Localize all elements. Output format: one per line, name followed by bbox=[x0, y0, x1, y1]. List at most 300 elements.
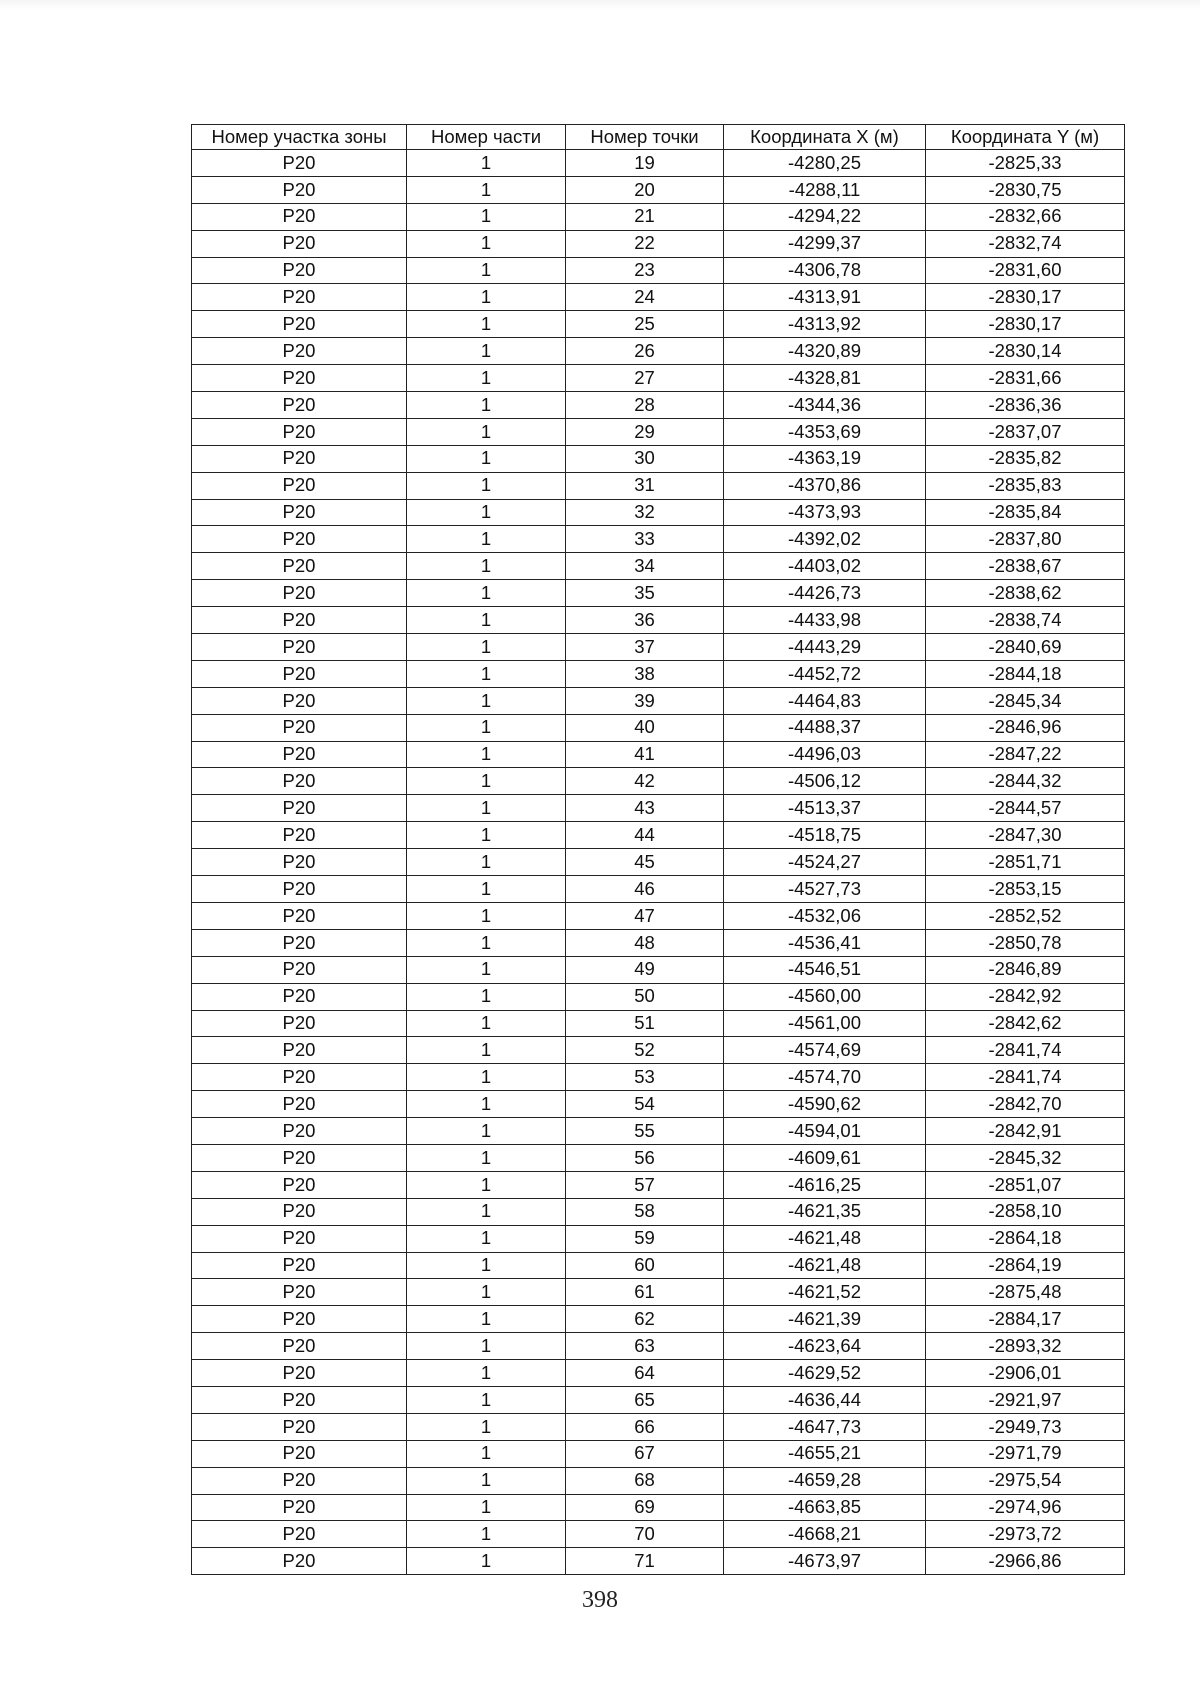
cell-part-number: 1 bbox=[407, 1252, 566, 1279]
cell-zone-section: Р20 bbox=[192, 1548, 407, 1575]
cell-point-number: 43 bbox=[566, 795, 724, 822]
cell-point-number: 38 bbox=[566, 660, 724, 687]
cell-zone-section: Р20 bbox=[192, 795, 407, 822]
cell-coordinate-x: -4392,02 bbox=[724, 526, 926, 553]
cell-zone-section: Р20 bbox=[192, 257, 407, 284]
header-point-number: Номер точки bbox=[566, 125, 724, 150]
cell-coordinate-y: -2847,22 bbox=[926, 741, 1125, 768]
cell-zone-section: Р20 bbox=[192, 338, 407, 365]
table-row bbox=[192, 1440, 1125, 1467]
cell-coordinate-x: -4636,44 bbox=[724, 1386, 926, 1413]
cell-coordinate-y: -2841,74 bbox=[926, 1037, 1125, 1064]
cell-part-number: 1 bbox=[407, 176, 566, 203]
cell-coordinate-y: -2832,66 bbox=[926, 203, 1125, 230]
cell-coordinate-y: -2949,73 bbox=[926, 1413, 1125, 1440]
cell-part-number: 1 bbox=[407, 714, 566, 741]
cell-zone-section: Р20 bbox=[192, 580, 407, 607]
cell-part-number: 1 bbox=[407, 230, 566, 257]
cell-point-number: 24 bbox=[566, 284, 724, 311]
cell-coordinate-x: -4433,98 bbox=[724, 607, 926, 634]
cell-zone-section: Р20 bbox=[192, 176, 407, 203]
cell-coordinate-x: -4320,89 bbox=[724, 338, 926, 365]
cell-coordinate-y: -2840,69 bbox=[926, 634, 1125, 661]
cell-coordinate-x: -4623,64 bbox=[724, 1333, 926, 1360]
cell-coordinate-x: -4590,62 bbox=[724, 1091, 926, 1118]
cell-point-number: 40 bbox=[566, 714, 724, 741]
cell-coordinate-y: -2875,48 bbox=[926, 1279, 1125, 1306]
table-row bbox=[192, 257, 1125, 284]
cell-part-number: 1 bbox=[407, 526, 566, 553]
cell-point-number: 65 bbox=[566, 1386, 724, 1413]
cell-zone-section: Р20 bbox=[192, 392, 407, 419]
table-row bbox=[192, 795, 1125, 822]
cell-coordinate-y: -2842,70 bbox=[926, 1091, 1125, 1118]
header-part-number: Номер части bbox=[407, 125, 566, 150]
table-row bbox=[192, 1198, 1125, 1225]
cell-coordinate-y: -2966,86 bbox=[926, 1548, 1125, 1575]
cell-point-number: 23 bbox=[566, 257, 724, 284]
cell-zone-section: Р20 bbox=[192, 634, 407, 661]
cell-point-number: 61 bbox=[566, 1279, 724, 1306]
coordinates-table bbox=[191, 124, 1125, 1575]
cell-coordinate-y: -2973,72 bbox=[926, 1521, 1125, 1548]
cell-part-number: 1 bbox=[407, 1171, 566, 1198]
cell-zone-section: Р20 bbox=[192, 768, 407, 795]
table-row bbox=[192, 1171, 1125, 1198]
cell-coordinate-y: -2971,79 bbox=[926, 1440, 1125, 1467]
cell-zone-section: Р20 bbox=[192, 365, 407, 392]
cell-point-number: 44 bbox=[566, 822, 724, 849]
cell-coordinate-y: -2845,34 bbox=[926, 687, 1125, 714]
cell-coordinate-y: -2832,74 bbox=[926, 230, 1125, 257]
cell-zone-section: Р20 bbox=[192, 1386, 407, 1413]
table-row bbox=[192, 445, 1125, 472]
cell-zone-section: Р20 bbox=[192, 150, 407, 177]
table-row bbox=[192, 150, 1125, 177]
cell-part-number: 1 bbox=[407, 1494, 566, 1521]
cell-coordinate-y: -2830,14 bbox=[926, 338, 1125, 365]
table-row bbox=[192, 1333, 1125, 1360]
table-row bbox=[192, 1225, 1125, 1252]
cell-coordinate-y: -2850,78 bbox=[926, 929, 1125, 956]
cell-coordinate-x: -4353,69 bbox=[724, 418, 926, 445]
cell-coordinate-y: -2851,71 bbox=[926, 849, 1125, 876]
cell-coordinate-y: -2825,33 bbox=[926, 150, 1125, 177]
cell-point-number: 32 bbox=[566, 499, 724, 526]
cell-coordinate-y: -2844,32 bbox=[926, 768, 1125, 795]
cell-coordinate-y: -2844,18 bbox=[926, 660, 1125, 687]
cell-zone-section: Р20 bbox=[192, 1252, 407, 1279]
cell-coordinate-x: -4464,83 bbox=[724, 687, 926, 714]
table-row bbox=[192, 849, 1125, 876]
table-row bbox=[192, 230, 1125, 257]
cell-zone-section: Р20 bbox=[192, 1091, 407, 1118]
cell-part-number: 1 bbox=[407, 1467, 566, 1494]
cell-part-number: 1 bbox=[407, 1521, 566, 1548]
cell-zone-section: Р20 bbox=[192, 714, 407, 741]
cell-coordinate-x: -4299,37 bbox=[724, 230, 926, 257]
cell-coordinate-y: -2864,18 bbox=[926, 1225, 1125, 1252]
table-row bbox=[192, 472, 1125, 499]
cell-zone-section: Р20 bbox=[192, 1521, 407, 1548]
cell-coordinate-y: -2835,84 bbox=[926, 499, 1125, 526]
cell-coordinate-y: -2884,17 bbox=[926, 1306, 1125, 1333]
cell-part-number: 1 bbox=[407, 580, 566, 607]
cell-coordinate-x: -4426,73 bbox=[724, 580, 926, 607]
table-row bbox=[192, 1037, 1125, 1064]
cell-coordinate-x: -4609,61 bbox=[724, 1144, 926, 1171]
cell-coordinate-x: -4574,69 bbox=[724, 1037, 926, 1064]
cell-coordinate-x: -4488,37 bbox=[724, 714, 926, 741]
cell-point-number: 58 bbox=[566, 1198, 724, 1225]
cell-point-number: 71 bbox=[566, 1548, 724, 1575]
table-row bbox=[192, 768, 1125, 795]
cell-coordinate-y: -2830,75 bbox=[926, 176, 1125, 203]
table-row bbox=[192, 607, 1125, 634]
cell-point-number: 66 bbox=[566, 1413, 724, 1440]
table-row bbox=[192, 176, 1125, 203]
cell-part-number: 1 bbox=[407, 983, 566, 1010]
table-row bbox=[192, 526, 1125, 553]
cell-coordinate-x: -4328,81 bbox=[724, 365, 926, 392]
cell-coordinate-x: -4621,52 bbox=[724, 1279, 926, 1306]
table-row bbox=[192, 929, 1125, 956]
cell-coordinate-y: -2830,17 bbox=[926, 284, 1125, 311]
cell-coordinate-y: -2921,97 bbox=[926, 1386, 1125, 1413]
cell-coordinate-x: -4496,03 bbox=[724, 741, 926, 768]
table-row bbox=[192, 741, 1125, 768]
table-row bbox=[192, 1521, 1125, 1548]
cell-part-number: 1 bbox=[407, 660, 566, 687]
cell-coordinate-x: -4560,00 bbox=[724, 983, 926, 1010]
table-row bbox=[192, 553, 1125, 580]
cell-coordinate-x: -4574,70 bbox=[724, 1064, 926, 1091]
cell-zone-section: Р20 bbox=[192, 929, 407, 956]
cell-zone-section: Р20 bbox=[192, 983, 407, 1010]
cell-point-number: 36 bbox=[566, 607, 724, 634]
cell-coordinate-y: -2842,91 bbox=[926, 1118, 1125, 1145]
table-row bbox=[192, 660, 1125, 687]
cell-zone-section: Р20 bbox=[192, 956, 407, 983]
cell-point-number: 69 bbox=[566, 1494, 724, 1521]
cell-zone-section: Р20 bbox=[192, 1333, 407, 1360]
cell-coordinate-y: -2838,62 bbox=[926, 580, 1125, 607]
table-row bbox=[192, 876, 1125, 903]
cell-zone-section: Р20 bbox=[192, 1118, 407, 1145]
cell-zone-section: Р20 bbox=[192, 472, 407, 499]
table-header bbox=[192, 125, 1125, 150]
cell-part-number: 1 bbox=[407, 1306, 566, 1333]
cell-coordinate-x: -4663,85 bbox=[724, 1494, 926, 1521]
cell-zone-section: Р20 bbox=[192, 1010, 407, 1037]
table-row bbox=[192, 687, 1125, 714]
cell-zone-section: Р20 bbox=[192, 230, 407, 257]
cell-coordinate-x: -4594,01 bbox=[724, 1118, 926, 1145]
cell-coordinate-x: -4673,97 bbox=[724, 1548, 926, 1575]
cell-zone-section: Р20 bbox=[192, 1360, 407, 1387]
cell-coordinate-x: -4532,06 bbox=[724, 902, 926, 929]
cell-coordinate-x: -4616,25 bbox=[724, 1171, 926, 1198]
cell-coordinate-x: -4655,21 bbox=[724, 1440, 926, 1467]
cell-zone-section: Р20 bbox=[192, 1413, 407, 1440]
cell-part-number: 1 bbox=[407, 418, 566, 445]
cell-zone-section: Р20 bbox=[192, 902, 407, 929]
cell-coordinate-x: -4561,00 bbox=[724, 1010, 926, 1037]
cell-point-number: 53 bbox=[566, 1064, 724, 1091]
table-row bbox=[192, 203, 1125, 230]
cell-part-number: 1 bbox=[407, 499, 566, 526]
cell-coordinate-x: -4524,27 bbox=[724, 849, 926, 876]
table-row bbox=[192, 499, 1125, 526]
table-row bbox=[192, 1467, 1125, 1494]
cell-coordinate-y: -2858,10 bbox=[926, 1198, 1125, 1225]
cell-zone-section: Р20 bbox=[192, 1467, 407, 1494]
cell-coordinate-y: -2837,80 bbox=[926, 526, 1125, 553]
cell-point-number: 55 bbox=[566, 1118, 724, 1145]
cell-zone-section: Р20 bbox=[192, 284, 407, 311]
cell-point-number: 52 bbox=[566, 1037, 724, 1064]
table-row bbox=[192, 392, 1125, 419]
cell-point-number: 46 bbox=[566, 876, 724, 903]
table-row bbox=[192, 580, 1125, 607]
cell-zone-section: Р20 bbox=[192, 876, 407, 903]
cell-coordinate-y: -2847,30 bbox=[926, 822, 1125, 849]
cell-coordinate-x: -4443,29 bbox=[724, 634, 926, 661]
cell-point-number: 30 bbox=[566, 445, 724, 472]
cell-zone-section: Р20 bbox=[192, 1279, 407, 1306]
cell-coordinate-x: -4370,86 bbox=[724, 472, 926, 499]
table-row bbox=[192, 1252, 1125, 1279]
cell-point-number: 56 bbox=[566, 1144, 724, 1171]
cell-point-number: 68 bbox=[566, 1467, 724, 1494]
cell-coordinate-y: -2844,57 bbox=[926, 795, 1125, 822]
cell-point-number: 49 bbox=[566, 956, 724, 983]
cell-coordinate-x: -4288,11 bbox=[724, 176, 926, 203]
cell-coordinate-x: -4621,35 bbox=[724, 1198, 926, 1225]
cell-coordinate-x: -4363,19 bbox=[724, 445, 926, 472]
table-row bbox=[192, 1413, 1125, 1440]
cell-point-number: 63 bbox=[566, 1333, 724, 1360]
cell-zone-section: Р20 bbox=[192, 687, 407, 714]
cell-part-number: 1 bbox=[407, 768, 566, 795]
cell-coordinate-y: -2846,96 bbox=[926, 714, 1125, 741]
table-row bbox=[192, 338, 1125, 365]
cell-part-number: 1 bbox=[407, 1091, 566, 1118]
cell-coordinate-x: -4647,73 bbox=[724, 1413, 926, 1440]
cell-part-number: 1 bbox=[407, 902, 566, 929]
cell-part-number: 1 bbox=[407, 392, 566, 419]
cell-zone-section: Р20 bbox=[192, 553, 407, 580]
cell-part-number: 1 bbox=[407, 284, 566, 311]
cell-coordinate-y: -2893,32 bbox=[926, 1333, 1125, 1360]
cell-part-number: 1 bbox=[407, 445, 566, 472]
table-row bbox=[192, 284, 1125, 311]
cell-coordinate-x: -4659,28 bbox=[724, 1467, 926, 1494]
cell-coordinate-y: -2838,67 bbox=[926, 553, 1125, 580]
table-row bbox=[192, 714, 1125, 741]
cell-coordinate-y: -2835,83 bbox=[926, 472, 1125, 499]
cell-zone-section: Р20 bbox=[192, 445, 407, 472]
cell-coordinate-x: -4452,72 bbox=[724, 660, 926, 687]
cell-point-number: 64 bbox=[566, 1360, 724, 1387]
cell-part-number: 1 bbox=[407, 1064, 566, 1091]
cell-coordinate-y: -2851,07 bbox=[926, 1171, 1125, 1198]
table-row bbox=[192, 365, 1125, 392]
table-row bbox=[192, 418, 1125, 445]
cell-coordinate-y: -2842,62 bbox=[926, 1010, 1125, 1037]
cell-point-number: 50 bbox=[566, 983, 724, 1010]
header-zone-section: Номер участка зоны bbox=[192, 125, 407, 150]
cell-part-number: 1 bbox=[407, 1118, 566, 1145]
cell-coordinate-x: -4546,51 bbox=[724, 956, 926, 983]
cell-zone-section: Р20 bbox=[192, 1306, 407, 1333]
cell-part-number: 1 bbox=[407, 849, 566, 876]
table-row bbox=[192, 1118, 1125, 1145]
cell-coordinate-x: -4280,25 bbox=[724, 150, 926, 177]
cell-point-number: 29 bbox=[566, 418, 724, 445]
cell-part-number: 1 bbox=[407, 1413, 566, 1440]
table-row bbox=[192, 1548, 1125, 1575]
cell-coordinate-x: -4527,73 bbox=[724, 876, 926, 903]
cell-coordinate-y: -2975,54 bbox=[926, 1467, 1125, 1494]
cell-part-number: 1 bbox=[407, 1440, 566, 1467]
cell-coordinate-y: -2852,52 bbox=[926, 902, 1125, 929]
cell-point-number: 67 bbox=[566, 1440, 724, 1467]
cell-part-number: 1 bbox=[407, 1333, 566, 1360]
cell-zone-section: Р20 bbox=[192, 526, 407, 553]
table-row bbox=[192, 956, 1125, 983]
cell-part-number: 1 bbox=[407, 365, 566, 392]
table-row bbox=[192, 1144, 1125, 1171]
table-row bbox=[192, 902, 1125, 929]
table-row bbox=[192, 822, 1125, 849]
table-row bbox=[192, 1386, 1125, 1413]
cell-point-number: 26 bbox=[566, 338, 724, 365]
cell-point-number: 62 bbox=[566, 1306, 724, 1333]
cell-point-number: 31 bbox=[566, 472, 724, 499]
cell-coordinate-y: -2846,89 bbox=[926, 956, 1125, 983]
cell-part-number: 1 bbox=[407, 1279, 566, 1306]
cell-part-number: 1 bbox=[407, 150, 566, 177]
cell-point-number: 47 bbox=[566, 902, 724, 929]
table-row bbox=[192, 983, 1125, 1010]
cell-coordinate-y: -2835,82 bbox=[926, 445, 1125, 472]
cell-coordinate-y: -2845,32 bbox=[926, 1144, 1125, 1171]
cell-coordinate-y: -2831,60 bbox=[926, 257, 1125, 284]
cell-coordinate-x: -4513,37 bbox=[724, 795, 926, 822]
cell-part-number: 1 bbox=[407, 1386, 566, 1413]
cell-coordinate-y: -2906,01 bbox=[926, 1360, 1125, 1387]
cell-zone-section: Р20 bbox=[192, 607, 407, 634]
cell-coordinate-x: -4313,92 bbox=[724, 311, 926, 338]
cell-point-number: 34 bbox=[566, 553, 724, 580]
cell-coordinate-x: -4403,02 bbox=[724, 553, 926, 580]
cell-part-number: 1 bbox=[407, 876, 566, 903]
cell-zone-section: Р20 bbox=[192, 849, 407, 876]
cell-zone-section: Р20 bbox=[192, 1171, 407, 1198]
header-coordinate-y: Координата Y (м) bbox=[926, 125, 1125, 150]
cell-coordinate-y: -2864,19 bbox=[926, 1252, 1125, 1279]
cell-coordinate-y: -2838,74 bbox=[926, 607, 1125, 634]
cell-zone-section: Р20 bbox=[192, 1494, 407, 1521]
cell-part-number: 1 bbox=[407, 956, 566, 983]
cell-point-number: 39 bbox=[566, 687, 724, 714]
cell-point-number: 42 bbox=[566, 768, 724, 795]
cell-coordinate-x: -4294,22 bbox=[724, 203, 926, 230]
table-row bbox=[192, 1306, 1125, 1333]
cell-zone-section: Р20 bbox=[192, 822, 407, 849]
cell-point-number: 22 bbox=[566, 230, 724, 257]
cell-part-number: 1 bbox=[407, 257, 566, 284]
cell-coordinate-x: -4506,12 bbox=[724, 768, 926, 795]
cell-coordinate-y: -2830,17 bbox=[926, 311, 1125, 338]
table-row bbox=[192, 1064, 1125, 1091]
cell-part-number: 1 bbox=[407, 634, 566, 661]
cell-part-number: 1 bbox=[407, 1144, 566, 1171]
page-number: 398 bbox=[582, 1587, 618, 1613]
cell-point-number: 35 bbox=[566, 580, 724, 607]
cell-point-number: 37 bbox=[566, 634, 724, 661]
cell-coordinate-y: -2836,36 bbox=[926, 392, 1125, 419]
cell-part-number: 1 bbox=[407, 1010, 566, 1037]
table-row bbox=[192, 1091, 1125, 1118]
cell-coordinate-y: -2841,74 bbox=[926, 1064, 1125, 1091]
cell-zone-section: Р20 bbox=[192, 311, 407, 338]
cell-point-number: 70 bbox=[566, 1521, 724, 1548]
table-row bbox=[192, 1010, 1125, 1037]
cell-coordinate-x: -4306,78 bbox=[724, 257, 926, 284]
cell-point-number: 33 bbox=[566, 526, 724, 553]
cell-zone-section: Р20 bbox=[192, 499, 407, 526]
cell-coordinate-x: -4621,39 bbox=[724, 1306, 926, 1333]
cell-part-number: 1 bbox=[407, 1548, 566, 1575]
cell-part-number: 1 bbox=[407, 607, 566, 634]
cell-coordinate-x: -4629,52 bbox=[724, 1360, 926, 1387]
cell-point-number: 27 bbox=[566, 365, 724, 392]
cell-zone-section: Р20 bbox=[192, 1198, 407, 1225]
cell-part-number: 1 bbox=[407, 687, 566, 714]
cell-point-number: 57 bbox=[566, 1171, 724, 1198]
cell-zone-section: Р20 bbox=[192, 1440, 407, 1467]
cell-part-number: 1 bbox=[407, 1198, 566, 1225]
header-row bbox=[192, 125, 1125, 150]
cell-coordinate-x: -4313,91 bbox=[724, 284, 926, 311]
cell-zone-section: Р20 bbox=[192, 203, 407, 230]
cell-coordinate-y: -2837,07 bbox=[926, 418, 1125, 445]
cell-part-number: 1 bbox=[407, 311, 566, 338]
cell-point-number: 51 bbox=[566, 1010, 724, 1037]
cell-part-number: 1 bbox=[407, 1225, 566, 1252]
cell-coordinate-x: -4621,48 bbox=[724, 1225, 926, 1252]
cell-zone-section: Р20 bbox=[192, 741, 407, 768]
cell-coordinate-y: -2831,66 bbox=[926, 365, 1125, 392]
cell-point-number: 20 bbox=[566, 176, 724, 203]
cell-coordinate-x: -4373,93 bbox=[724, 499, 926, 526]
header-coordinate-x: Координата X (м) bbox=[724, 125, 926, 150]
cell-point-number: 48 bbox=[566, 929, 724, 956]
cell-part-number: 1 bbox=[407, 1360, 566, 1387]
cell-part-number: 1 bbox=[407, 472, 566, 499]
cell-point-number: 25 bbox=[566, 311, 724, 338]
table-row bbox=[192, 1360, 1125, 1387]
scan-edge bbox=[0, 0, 1200, 10]
table-body bbox=[192, 150, 1125, 1575]
cell-coordinate-y: -2853,15 bbox=[926, 876, 1125, 903]
cell-coordinate-x: -4536,41 bbox=[724, 929, 926, 956]
table-row bbox=[192, 311, 1125, 338]
cell-part-number: 1 bbox=[407, 822, 566, 849]
table-row bbox=[192, 1279, 1125, 1306]
